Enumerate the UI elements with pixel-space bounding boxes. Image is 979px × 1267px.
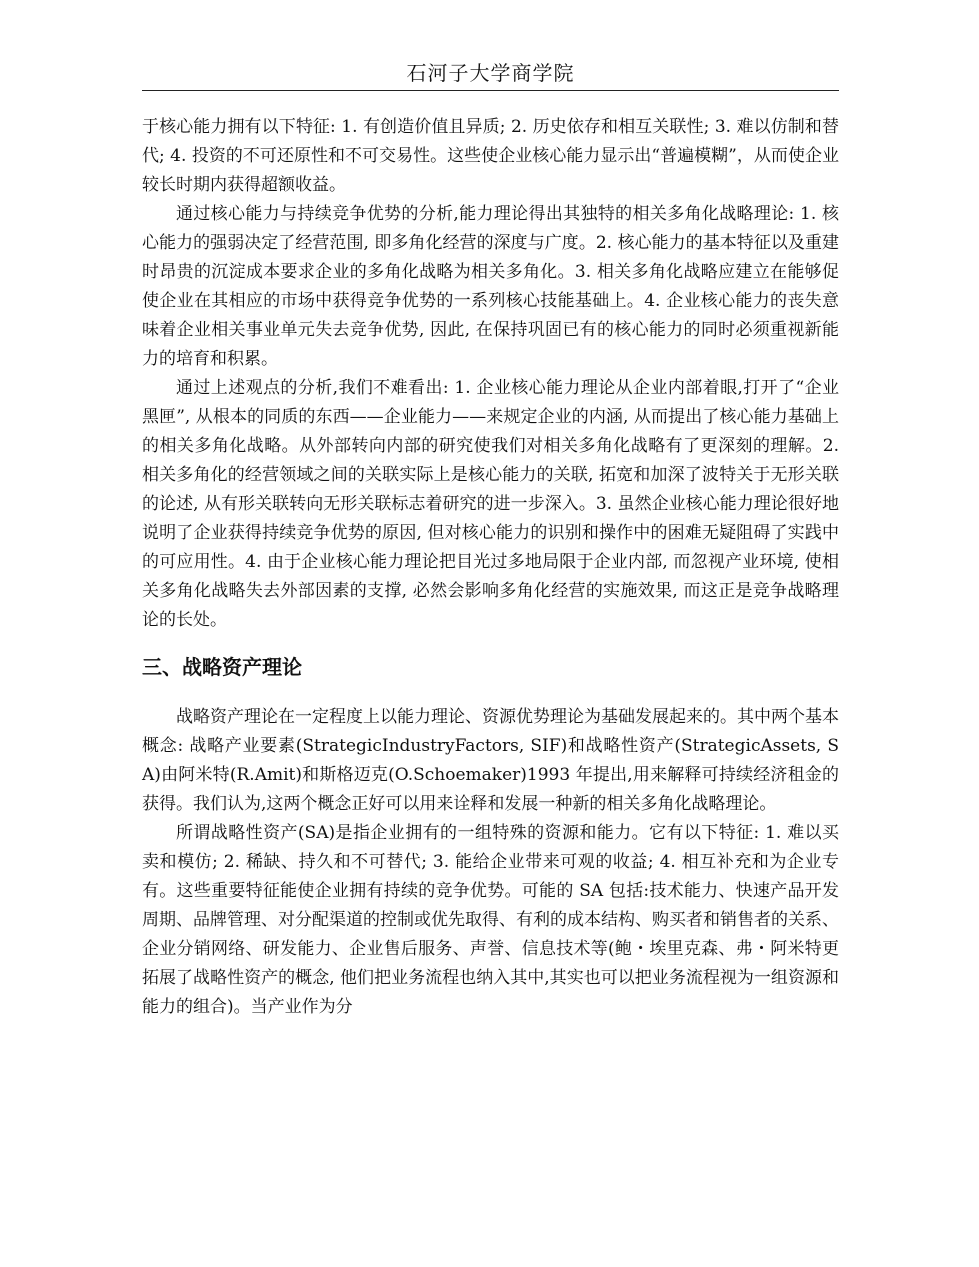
paragraph-related-diversification: 通过核心能力与持续竞争优势的分析,能力理论得出其独特的相关多角化战略理论: 1. 核心能力的强弱决定了经营范围, 即多角化经营的深度与广度。2. 核心能力的基本特征以及重建时昂贵的沉淀成本要求企业的多角化战略为相关多角化。3. 相关多角化战略应建立在能够促使企业在其相应的市场中获得竞争优势的一系列核心技能基础上。4. 企业核心能力的丧失意味着企业相关事业单元失去竞争优势, 因此, 在保持巩固已有的核心能力的同时必须重视新能力的培育和积累。 (142, 204, 839, 369)
body-text (142, 113, 839, 1022)
section-spacer (142, 689, 839, 703)
running-header-title: 石河子大学商学院 (406, 61, 575, 85)
paragraph-strategic-assets-definition: 所谓战略性资产(SA)是指企业拥有的一组特殊的资源和能力。它有以下特征: 1. 难以买卖和模仿; 2. 稀缺、持久和不可替代; 3. 能给企业带来可观的收益; 4. 相互补充和为企业专有。这些重要特征能使企业拥有持续的竞争优势。可能的 SA 包括:技术能力、快速产品开发周期、品牌管理、对分配渠道的控制或优先取得、有利的成本结构、购买者和销售者的关系、企业分销网络、研发能力、企业售后服务、声誉、信息技术等(鲍・埃里克森、弗・阿米特更拓展了战略性资产的概念, 他们把业务流程也纳入其中,其实也可以把业务流程视为一组资源和能力的组合)。当产业作为分 (142, 823, 839, 1017)
paragraph-analysis: 通过上述观点的分析,我们不难看出: 1. 企业核心能力理论从企业内部着眼,打开了“企业黑匣”, 从根本的同质的东西——企业能力——来规定企业的内涵, 从而提出了核心能力基础上的相关多角化战略。从外部转向内部的研究使我们对相关多角化战略有了更深刻的理解。2. 相关多角化的经营领域之间的关联实际上是核心能力的关联, 拓宽和加深了波特关于无形关联的论述, 从有形关联转向无形关联标志着研究的进一步深入。3. 虽然企业核心能力理论很好地说明了企业获得持续竞争优势的原因, 但对核心能力的识别和操作中的困难无疑阻碍了实践中的可应用性。4. 由于企业核心能力理论把目光过多地局限于企业内部, 而忽视产业环境, 使相关多角化战略失去外部因素的支撑, 必然会影响多角化经营的实施效果, 而这正是竞争战略理论的长处。 (142, 378, 839, 630)
paragraph-continuation: 于核心能力拥有以下特征: 1. 有创造价值且异质; 2. 历史依存和相互关联性; 3. 难以仿制和替代; 4. 投资的不可还原性和不可交易性。这些使企业核心能力显示出“普遍模糊”，从而使企业较长时期内获得超额收益。 (142, 117, 839, 195)
paragraph-strategic-assets-intro: 战略资产理论在一定程度上以能力理论、资源优势理论为基础发展起来的。其中两个基本概念: 战略产业要素(StrategicIndustryFactors, SIF)和战略性资产(StrategicAssets, SA)由阿米特(R.Amit)和斯格迈克(O.Schoemaker)1993 年提出,用来解释可持续经济租金的获得。我们认为,这两个概念正好可以用来诠释和发展一种新的相关多角化战略理论。 (142, 707, 839, 814)
section-heading: 三、战略资产理论 (142, 655, 302, 679)
header-rule (142, 90, 839, 91)
